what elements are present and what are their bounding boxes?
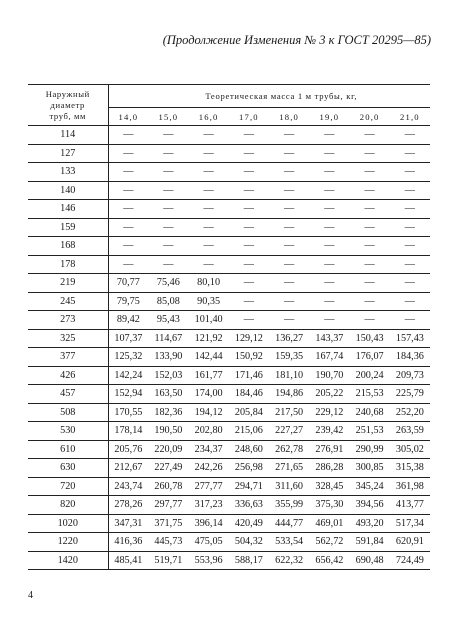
mass-cell: — (309, 200, 349, 219)
mass-cell: 588,17 (229, 551, 269, 570)
table-row (28, 551, 430, 570)
mass-cell: 143,37 (309, 329, 349, 348)
mass-cell: — (390, 144, 430, 163)
diameter-cell: 610 (28, 440, 108, 459)
mass-cell: — (229, 126, 269, 145)
mass-cell: 248,60 (229, 440, 269, 459)
diameter-cell: 377 (28, 348, 108, 367)
diameter-cell: 146 (28, 200, 108, 219)
diameter-cell: 1420 (28, 551, 108, 570)
mass-cell: 242,26 (189, 459, 229, 478)
mass-cell: — (390, 126, 430, 145)
mass-cell: — (108, 255, 148, 274)
mass-cell: 251,53 (350, 422, 390, 441)
mass-cell: 114,67 (148, 329, 188, 348)
mass-cell: 345,24 (350, 477, 390, 496)
mass-cell: 263,59 (390, 422, 430, 441)
mass-cell: 133,90 (148, 348, 188, 367)
mass-cell: — (108, 200, 148, 219)
mass-cell: 290,99 (350, 440, 390, 459)
mass-cell: — (108, 163, 148, 182)
mass-cell: 184,46 (229, 385, 269, 404)
mass-cell: — (189, 144, 229, 163)
table-row (28, 366, 430, 385)
mass-cell: — (269, 200, 309, 219)
mass-cell: 396,14 (189, 514, 229, 533)
mass-cell: 101,40 (189, 311, 229, 330)
table-row (28, 292, 430, 311)
mass-cell: 125,32 (108, 348, 148, 367)
mass-cell: 271,65 (269, 459, 309, 478)
mass-cell: — (229, 144, 269, 163)
mass-cell: 181,10 (269, 366, 309, 385)
mass-cell: — (390, 200, 430, 219)
table-row (28, 422, 430, 441)
mass-cell: — (390, 274, 430, 293)
mass-cell: 656,42 (309, 551, 349, 570)
diameter-cell: 140 (28, 181, 108, 200)
mass-cell: — (148, 237, 188, 256)
mass-cell: — (390, 218, 430, 237)
mass-cell: 278,26 (108, 496, 148, 515)
table-row (28, 385, 430, 404)
mass-cell: — (309, 311, 349, 330)
mass-cell: — (189, 200, 229, 219)
mass-cell: 200,24 (350, 366, 390, 385)
table-row (28, 459, 430, 478)
mass-cell: 276,91 (309, 440, 349, 459)
mass-cell: — (309, 163, 349, 182)
diameter-cell: 1220 (28, 533, 108, 552)
mass-cell: — (350, 218, 390, 237)
mass-cell: 553,96 (189, 551, 229, 570)
mass-cell: — (269, 311, 309, 330)
mass-cell: — (269, 292, 309, 311)
mass-cell: — (390, 255, 430, 274)
mass-caption: Теоретическая масса 1 м трубы, кг, (108, 85, 430, 108)
mass-cell: — (350, 126, 390, 145)
mass-cell: 159,35 (269, 348, 309, 367)
mass-cell: — (269, 274, 309, 293)
table-row (28, 218, 430, 237)
mass-cell: 256,98 (229, 459, 269, 478)
table-row (28, 348, 430, 367)
diameter-cell: 178 (28, 255, 108, 274)
mass-cell: — (229, 292, 269, 311)
mass-cell: — (148, 255, 188, 274)
diameter-cell: 127 (28, 144, 108, 163)
diameter-cell: 1020 (28, 514, 108, 533)
diameter-cell: 273 (28, 311, 108, 330)
mass-cell: 240,68 (350, 403, 390, 422)
mass-cell: 317,23 (189, 496, 229, 515)
mass-cell: 163,50 (148, 385, 188, 404)
mass-cell: — (108, 126, 148, 145)
table-row (28, 440, 430, 459)
table-row (28, 126, 430, 145)
mass-cell: 371,75 (148, 514, 188, 533)
mass-cell: — (309, 292, 349, 311)
mass-cell: 243,74 (108, 477, 148, 496)
mass-cell: — (269, 255, 309, 274)
pipe-mass-table (28, 84, 430, 570)
wall-thickness-header: 18,0 (269, 108, 309, 126)
mass-cell: 469,01 (309, 514, 349, 533)
mass-cell: — (269, 126, 309, 145)
mass-cell: 504,32 (229, 533, 269, 552)
mass-cell: 225,79 (390, 385, 430, 404)
mass-cell: 277,77 (189, 477, 229, 496)
mass-cell: 315,38 (390, 459, 430, 478)
mass-cell: 493,20 (350, 514, 390, 533)
mass-cell: — (148, 163, 188, 182)
mass-cell: 445,73 (148, 533, 188, 552)
mass-cell: — (148, 181, 188, 200)
mass-cell: 262,78 (269, 440, 309, 459)
mass-cell: — (148, 218, 188, 237)
mass-cell: 85,08 (148, 292, 188, 311)
mass-cell: — (229, 200, 269, 219)
mass-cell: 176,07 (350, 348, 390, 367)
table-row (28, 181, 430, 200)
mass-cell: — (269, 218, 309, 237)
mass-cell: 95,43 (148, 311, 188, 330)
mass-cell: 517,34 (390, 514, 430, 533)
mass-cell: 444,77 (269, 514, 309, 533)
mass-cell: 205,76 (108, 440, 148, 459)
mass-cell: 217,50 (269, 403, 309, 422)
mass-cell: 347,31 (108, 514, 148, 533)
mass-cell: 485,41 (108, 551, 148, 570)
mass-cell: — (108, 181, 148, 200)
mass-cell: — (189, 181, 229, 200)
table-row (28, 496, 430, 515)
mass-cell: — (390, 292, 430, 311)
mass-cell: 182,36 (148, 403, 188, 422)
wall-thickness-header: 17,0 (229, 108, 269, 126)
mass-cell: 252,20 (390, 403, 430, 422)
mass-cell: 336,63 (229, 496, 269, 515)
mass-cell: 234,37 (189, 440, 229, 459)
mass-cell: 294,71 (229, 477, 269, 496)
mass-cell: 361,98 (390, 477, 430, 496)
mass-cell: 355,99 (269, 496, 309, 515)
mass-cell: — (309, 218, 349, 237)
diameter-cell: 159 (28, 218, 108, 237)
table-row (28, 403, 430, 422)
diameter-cell: 114 (28, 126, 108, 145)
mass-cell: — (148, 126, 188, 145)
mass-cell: 157,43 (390, 329, 430, 348)
mass-cell: 227,27 (269, 422, 309, 441)
wall-thickness-header: 19,0 (309, 108, 349, 126)
mass-cell: 171,46 (229, 366, 269, 385)
mass-cell: 129,12 (229, 329, 269, 348)
mass-cell: 229,12 (309, 403, 349, 422)
mass-cell: — (108, 218, 148, 237)
mass-cell: 300,85 (350, 459, 390, 478)
table-row (28, 144, 430, 163)
mass-cell: 227,49 (148, 459, 188, 478)
mass-cell: — (148, 200, 188, 219)
mass-cell: 591,84 (350, 533, 390, 552)
mass-cell: — (189, 218, 229, 237)
mass-cell: 152,94 (108, 385, 148, 404)
mass-cell: — (229, 311, 269, 330)
mass-cell: — (309, 144, 349, 163)
diameter-cell: 457 (28, 385, 108, 404)
mass-cell: 328,45 (309, 477, 349, 496)
diameter-cell: 168 (28, 237, 108, 256)
mass-cell: 620,91 (390, 533, 430, 552)
mass-cell: 622,32 (269, 551, 309, 570)
mass-cell: 311,60 (269, 477, 309, 496)
mass-cell: 70,77 (108, 274, 148, 293)
diameter-header-line-3: труб, мм (49, 110, 87, 121)
mass-cell: 519,71 (148, 551, 188, 570)
mass-cell: — (148, 144, 188, 163)
mass-cell: 416,36 (108, 533, 148, 552)
mass-cell: — (229, 181, 269, 200)
mass-cell: — (309, 126, 349, 145)
diameter-header-line-1: Наружный (45, 88, 90, 99)
mass-cell: 167,74 (309, 348, 349, 367)
diameter-cell: 530 (28, 422, 108, 441)
mass-cell: 170,55 (108, 403, 148, 422)
wall-thickness-header: 20,0 (350, 108, 390, 126)
mass-cell: 161,77 (189, 366, 229, 385)
table-row (28, 329, 430, 348)
mass-cell: 79,75 (108, 292, 148, 311)
mass-cell: 80,10 (189, 274, 229, 293)
mass-cell: — (390, 237, 430, 256)
mass-cell: 212,67 (108, 459, 148, 478)
page-number: 4 (28, 590, 33, 601)
mass-cell: — (350, 311, 390, 330)
mass-cell: 152,03 (148, 366, 188, 385)
mass-cell: 89,42 (108, 311, 148, 330)
mass-cell: 194,12 (189, 403, 229, 422)
mass-cell: 209,73 (390, 366, 430, 385)
diameter-cell: 630 (28, 459, 108, 478)
wall-thickness-header: 14,0 (108, 108, 148, 126)
wall-thickness-header: 21,0 (390, 108, 430, 126)
mass-cell: — (189, 126, 229, 145)
diameter-cell: 426 (28, 366, 108, 385)
mass-cell: 107,37 (108, 329, 148, 348)
mass-cell: — (269, 163, 309, 182)
mass-cell: — (229, 237, 269, 256)
mass-cell: — (189, 163, 229, 182)
mass-cell: — (390, 163, 430, 182)
mass-cell: 215,06 (229, 422, 269, 441)
mass-cell: — (269, 144, 309, 163)
mass-cell: 286,28 (309, 459, 349, 478)
mass-cell: — (229, 218, 269, 237)
diameter-cell: 720 (28, 477, 108, 496)
mass-cell: 420,49 (229, 514, 269, 533)
mass-cell: 205,22 (309, 385, 349, 404)
mass-cell: 205,84 (229, 403, 269, 422)
mass-cell: — (390, 311, 430, 330)
wall-thickness-header: 16,0 (189, 108, 229, 126)
mass-cell: — (229, 163, 269, 182)
mass-cell: — (309, 237, 349, 256)
mass-cell: — (269, 237, 309, 256)
mass-cell: — (309, 255, 349, 274)
table-row (28, 533, 430, 552)
mass-cell: — (350, 144, 390, 163)
mass-cell: 174,00 (189, 385, 229, 404)
mass-cell: 562,72 (309, 533, 349, 552)
table-row (28, 311, 430, 330)
mass-cell: 202,80 (189, 422, 229, 441)
mass-cell: 724,49 (390, 551, 430, 570)
mass-cell: 305,02 (390, 440, 430, 459)
mass-cell: 413,77 (390, 496, 430, 515)
mass-cell: — (269, 181, 309, 200)
mass-cell: 142,44 (189, 348, 229, 367)
mass-cell: 178,14 (108, 422, 148, 441)
mass-cell: 150,43 (350, 329, 390, 348)
table-row (28, 477, 430, 496)
mass-cell: 150,92 (229, 348, 269, 367)
table-row (28, 255, 430, 274)
wall-thickness-header: 15,0 (148, 108, 188, 126)
mass-cell: — (350, 274, 390, 293)
mass-cell: 190,70 (309, 366, 349, 385)
mass-cell: — (350, 163, 390, 182)
mass-cell: 75,46 (148, 274, 188, 293)
mass-cell: — (309, 181, 349, 200)
mass-cell: 184,36 (390, 348, 430, 367)
diameter-header-line-2: диаметр (50, 99, 85, 110)
mass-cell: 690,48 (350, 551, 390, 570)
diameter-cell: 133 (28, 163, 108, 182)
diameter-cell: 219 (28, 274, 108, 293)
mass-cell: — (350, 181, 390, 200)
mass-cell: 121,92 (189, 329, 229, 348)
mass-cell: — (350, 200, 390, 219)
table-row (28, 163, 430, 182)
mass-cell: — (108, 237, 148, 256)
mass-cell: — (229, 274, 269, 293)
mass-cell: 394,56 (350, 496, 390, 515)
header-note: (Продолжение Изменения № 3 к ГОСТ 20295—85) (162, 33, 431, 47)
mass-cell: 90,35 (189, 292, 229, 311)
mass-cell: 375,30 (309, 496, 349, 515)
mass-cell: 190,50 (148, 422, 188, 441)
mass-cell: — (350, 237, 390, 256)
diameter-cell: 508 (28, 403, 108, 422)
mass-cell: 297,77 (148, 496, 188, 515)
mass-cell: 239,42 (309, 422, 349, 441)
mass-cell: 475,05 (189, 533, 229, 552)
mass-cell: — (350, 255, 390, 274)
mass-cell: — (108, 144, 148, 163)
mass-cell: 215,53 (350, 385, 390, 404)
mass-cell: 220,09 (148, 440, 188, 459)
mass-cell: — (350, 292, 390, 311)
diameter-cell: 325 (28, 329, 108, 348)
table-row (28, 237, 430, 256)
mass-cell: — (229, 255, 269, 274)
mass-cell: 533,54 (269, 533, 309, 552)
mass-cell: — (390, 181, 430, 200)
table-row (28, 514, 430, 533)
mass-cell: 136,27 (269, 329, 309, 348)
diameter-header (28, 85, 108, 126)
mass-cell: — (189, 255, 229, 274)
diameter-cell: 245 (28, 292, 108, 311)
table-row (28, 274, 430, 293)
diameter-cell: 820 (28, 496, 108, 515)
mass-cell: — (189, 237, 229, 256)
mass-cell: 194,86 (269, 385, 309, 404)
mass-cell: 142,24 (108, 366, 148, 385)
table-row (28, 200, 430, 219)
mass-cell: — (309, 274, 349, 293)
mass-cell: 260,78 (148, 477, 188, 496)
table-body (28, 126, 430, 570)
